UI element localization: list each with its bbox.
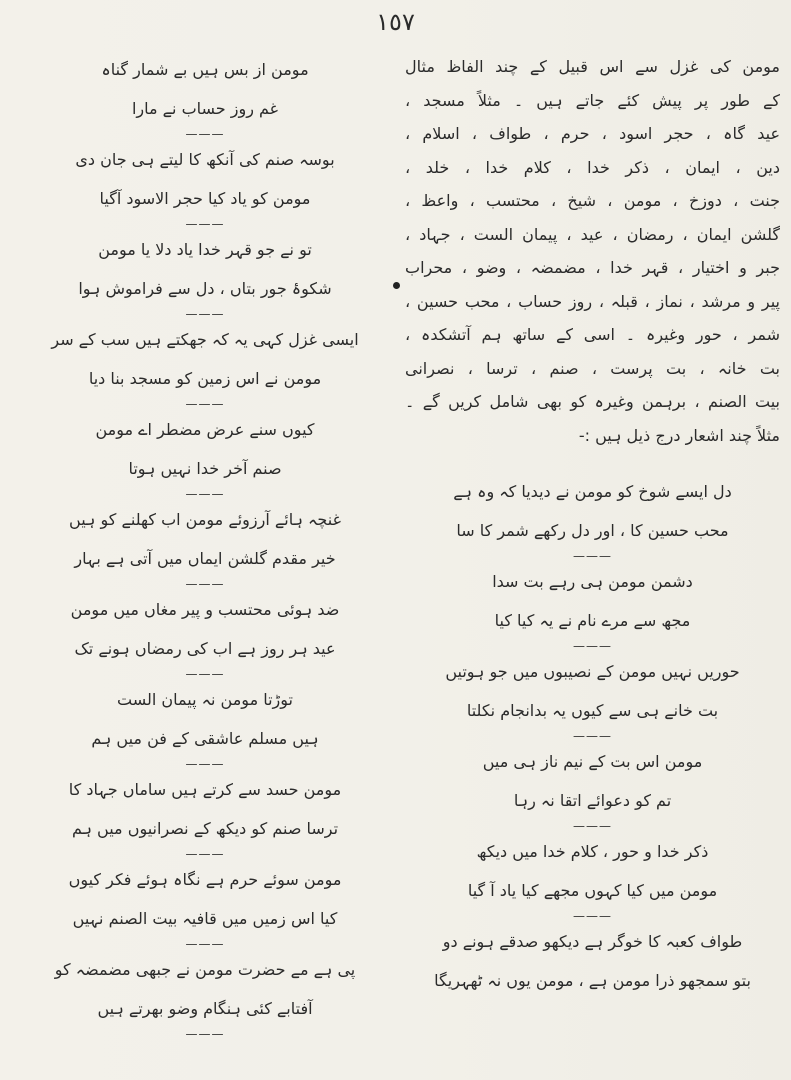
verse-line: خیر مقدم گلشن ایماں میں آتی ہے بہار <box>74 549 336 568</box>
couplet-separator: ——— <box>185 937 225 951</box>
verse-line: پی ہے مے حضرت مومن نے جبھی مضمضہ کو <box>54 960 356 979</box>
prose-line: جنت ، دوزخ ، مومن ، شیخ ، محتسب ، واعظ ، <box>405 191 780 210</box>
verse-line: کیوں سنے عرض مضطر اے مومن <box>95 420 315 439</box>
right-column <box>405 50 780 1000</box>
verse-line: دل ایسے شوخ کو مومن نے دیدیا کہ وہ ہے <box>453 482 732 501</box>
verse-line: بت خانے ہی سے کیوں یہ بدانجام نکلتا <box>466 701 719 720</box>
verse-line: بوسہ صنم کی آنکھ کا لیتے ہی جان دی <box>75 150 335 169</box>
verse-line: توڑتا مومن نہ پیمان الست <box>117 690 293 709</box>
verse-line: مومن کو یاد کیا حجر الاسود آگیا <box>99 189 311 208</box>
verse-line: مومن حسد سے کرتے ہیں ساماں جہاد کا <box>68 780 342 799</box>
verse-line: مومن میں کیا کہوں مجھے کیا یاد آ گیا <box>467 881 718 900</box>
couplet-separator: ——— <box>185 217 225 231</box>
couplet <box>20 770 390 848</box>
verse-line: مومن اس بت کے نیم ناز ہی میں <box>482 752 703 771</box>
prose-line: کے طور پر پیش کئے جاتے ہیں ۔ مثلاً مسجد ، <box>405 90 780 110</box>
verse-line: ضد ہوئی محتسب و پیر مغاں میں مومن <box>70 600 340 619</box>
prose-line: پیر و مرشد ، نماز ، قبلہ ، روز حساب ، محب حسین ، <box>405 291 780 311</box>
verse-line: ترسا صنم کو دیکھ کے نصرانیوں میں ہم <box>71 819 339 838</box>
couplet <box>405 742 780 820</box>
verse-line: تو نے جو قہر خدا یاد دلا یا مومن <box>98 240 312 259</box>
verse-line: ہیں مسلم عاشقی کے فن میں ہم <box>91 729 319 748</box>
prose-line: عید گاہ ، حجر اسود ، حرم ، طواف ، اسلام ، <box>405 124 780 143</box>
verse-line: محب حسین کا ، اور دل رکھے شمر کا سا <box>456 521 729 540</box>
verse-line: مومن سوئے حرم ہے نگاہ ہوئے فکر کیوں <box>68 870 342 889</box>
margin-dot <box>393 282 400 289</box>
verse-line: بتو سمجھو ذرا مومن ہے ، مومن یوں نہ ٹھہریگا <box>434 971 751 990</box>
prose-line: مثلاً چند اشعار درج ذیل ہیں :- <box>578 425 780 445</box>
verse-line: شکوۂ جور بتاں ، دل سے فراموش ہوا <box>78 279 332 298</box>
couplet-separator: ——— <box>573 819 612 833</box>
prose-line: دین ، ایمان ، ذکر خدا ، کلام خدا ، خلد ، <box>405 157 780 177</box>
verse-line: مومن نے اس زمین کو مسجد بنا دیا <box>88 369 322 388</box>
couplet-separator: ——— <box>573 909 612 923</box>
couplet <box>20 950 390 1028</box>
verse-line: طواف کعبہ کا خوگر ہے دیکھو صدقے ہونے دو <box>442 932 743 951</box>
couplet-separator: ——— <box>185 487 225 501</box>
couplet-separator: ——— <box>185 667 225 681</box>
couplet-separator: ——— <box>573 729 612 743</box>
couplet-separator: ——— <box>185 397 225 411</box>
couplet <box>405 472 780 550</box>
couplet <box>405 922 780 1000</box>
prose-line: شمر ، حور وغیرہ ۔ اسی کے ساتھ ہم آتشکدہ ، <box>405 325 780 344</box>
page-number: ١٥٧ <box>376 8 415 36</box>
couplet <box>20 590 390 668</box>
couplet-separator: ——— <box>185 757 225 771</box>
couplet <box>20 680 390 758</box>
verse-line: عید ہر روز ہے اب کی رمضاں ہونے تک <box>74 639 336 658</box>
verse-line: تم کو دعوائے اتقا نہ رہا <box>513 791 672 810</box>
couplet-separator: ——— <box>185 577 225 591</box>
verse-line: حوریں نہیں مومن کے نصیبوں میں جو ہوتیں <box>445 662 740 681</box>
verse-line: دشمن مومن ہی رہے بت سدا <box>492 572 693 591</box>
prose-line: جبر و اختیار ، قہر خدا ، مضمضہ ، وضو ، محراب <box>405 258 780 277</box>
verse-line: غم روز حساب نے مارا <box>131 99 279 118</box>
verse-line: غنچہ ہائے آرزوئے مومن اب کھلنے کو ہیں <box>69 510 341 529</box>
verse-line: مجھ سے مرے نام نے یہ کیا کیا <box>494 611 691 630</box>
couplet-separator: ——— <box>185 307 225 321</box>
couplet <box>405 832 780 910</box>
prose-line: مومن کی غزل سے اس قبیل کے چند الفاظ مثال <box>405 57 780 76</box>
couplet <box>20 320 390 398</box>
couplet <box>405 652 780 730</box>
couplet-separator: ——— <box>185 1027 225 1041</box>
couplet-separator: ——— <box>573 549 612 563</box>
couplet-separator: ——— <box>573 639 612 653</box>
verse-line: کیا اس زمیں میں قافیہ بیت الصنم نہیں <box>72 909 338 928</box>
couplet <box>20 140 390 218</box>
couplet-separator: ——— <box>185 127 225 141</box>
prose-line: بیت الصنم ، برہمن وغیرہ کو بھی شامل کریں گے ۔ <box>405 392 780 411</box>
verse-line: ذکر خدا و حور ، کلام خدا میں دیکھ <box>476 842 709 861</box>
prose-line: گلشن ایمان ، رمضان ، عید ، پیمان الست ، جہاد ، <box>405 224 780 244</box>
couplet <box>405 562 780 640</box>
verse-line: آفتابے کئی ہنگام وضو بھرتے ہیں <box>97 999 313 1018</box>
verse-line: مومن از بس ہیں بے شمار گناہ <box>101 60 309 79</box>
couplet <box>20 50 390 128</box>
couplet <box>20 230 390 308</box>
prose-line: بت خانہ ، بت پرست ، صنم ، ترسا ، نصرانی <box>405 358 780 378</box>
couplet-separator: ——— <box>185 847 225 861</box>
couplet <box>20 500 390 578</box>
couplet <box>20 860 390 938</box>
verse-line: صنم آخر خدا نہیں ہوتا <box>128 459 282 478</box>
verse-line: ایسی غزل کہی یہ کہ جھکتے ہیں سب کے سر <box>51 330 359 349</box>
prose-paragraph <box>405 50 780 452</box>
couplet <box>20 410 390 488</box>
left-column <box>20 50 390 1040</box>
